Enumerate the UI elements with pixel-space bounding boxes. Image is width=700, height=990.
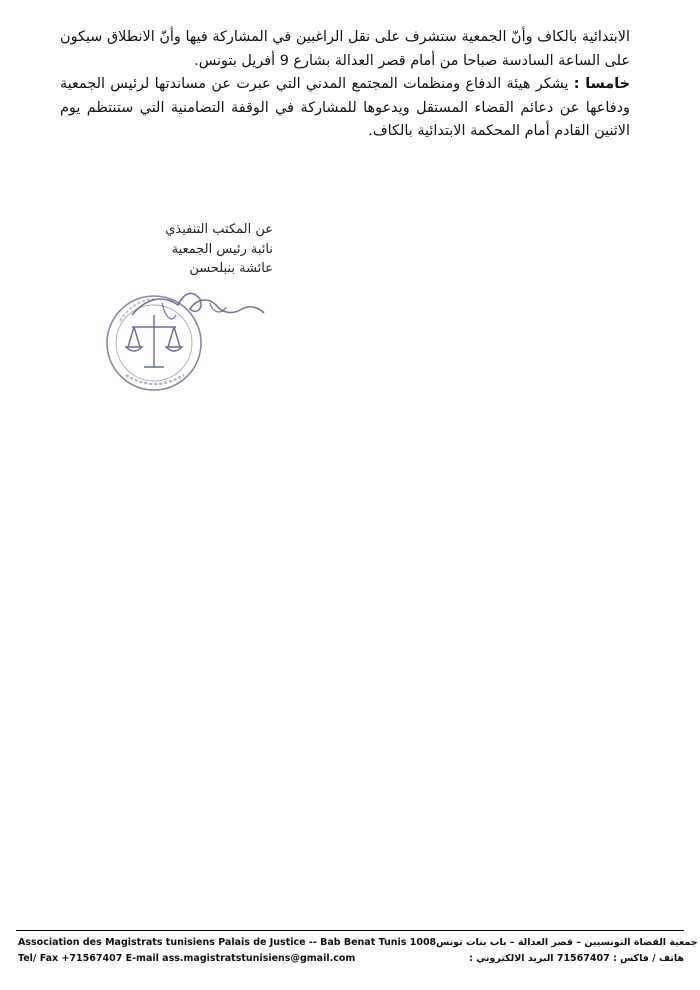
paragraph-continuation: الابتدائية بالكاف وأنّ الجمعية ستشرف على نقل الراغبين في المشاركة فيها وأنّ الانطلاق سيكون على الساعة السادسة صباحا من أمام قصر العدالة بشارع 9 أفريل بتونس.	[60, 29, 630, 69]
footer-address-ar: جمعية القضاة التونسيين – قصر العدالة – باب بنات تونس	[436, 937, 698, 948]
footer-address-line	[18, 937, 698, 948]
paragraph-text: يشكر هيئة الدفاع ومنظمات المجتمع المدني التي عبرت عن مساندتها لرئيس الجمعية ودفاعها عن دعائم القضاء المستقل ويدعوها للمشاركة في الوقفة التضامنية التي ستنتظم يوم الاثنين القادم أمام المحكمة الابتدائية بالكاف.	[60, 76, 630, 140]
paragraph-fifth	[60, 73, 630, 144]
signature-block	[108, 220, 273, 279]
footer-address-fr: Association des Magistrats tunisiens Palais de Justice -- Bab Benat Tunis 1008	[18, 937, 437, 948]
footer-contact-fr: Tel/ Fax +71567407 E-mail ass.magistratstunisiens@gmail.com	[18, 953, 356, 964]
signature-office: عن المكتب التنفيذي	[165, 222, 273, 237]
letter-body	[60, 26, 630, 144]
footer-contact-line	[18, 953, 684, 964]
scales-icon	[126, 315, 182, 367]
official-stamp	[92, 275, 272, 405]
footer-contact-ar: هاتف / فاكس : 71567407 البريد الالكتروني :	[469, 953, 684, 964]
signature-name: عائشة بنبلحسن	[189, 261, 273, 276]
paragraph-heading: خامسا :	[573, 76, 630, 93]
signature-title: نائبة رئيس الجمعية	[171, 241, 273, 257]
footer-divider	[16, 930, 684, 931]
